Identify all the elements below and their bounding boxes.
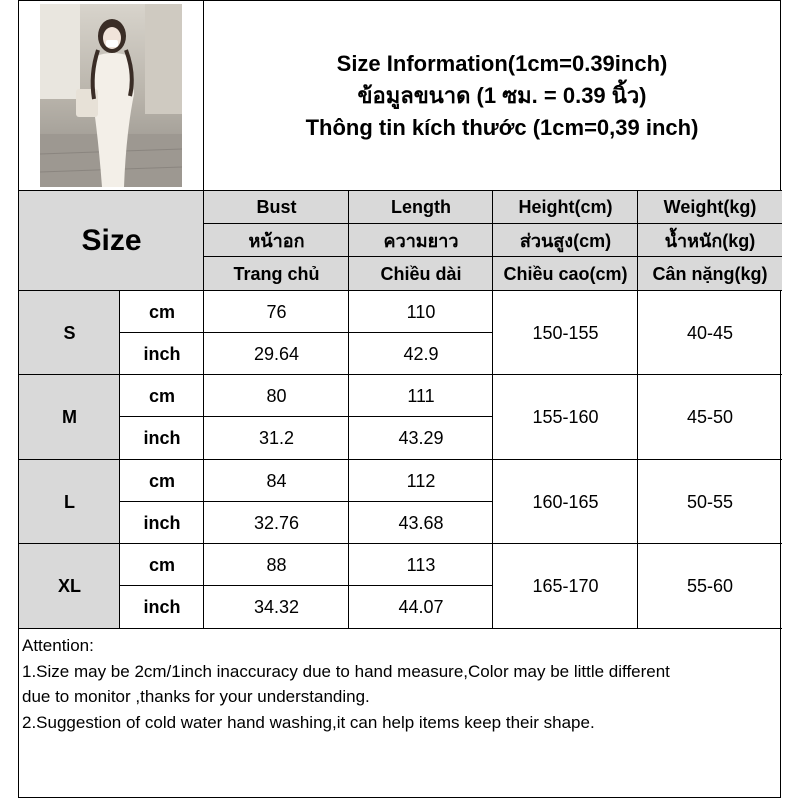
bust-header-vi: Trang chủ bbox=[204, 257, 349, 291]
grid-line bbox=[19, 190, 782, 191]
unit-label-cm: cm bbox=[148, 301, 175, 322]
weight-range-m: 45-50 bbox=[686, 407, 734, 427]
length-inch-s: 42.9 bbox=[403, 343, 439, 364]
weight-header-vi: Cân nặng(kg) bbox=[638, 257, 782, 291]
unit-label-inch: inch bbox=[143, 428, 181, 448]
size-header: Size bbox=[19, 191, 204, 291]
length-inch-m: 43.29 bbox=[398, 428, 444, 448]
grid-line bbox=[19, 290, 782, 291]
grid-line bbox=[119, 291, 120, 629]
weight-header-th: น้ำหนัก(kg) bbox=[638, 224, 782, 257]
bust-cm-s: 76 bbox=[266, 301, 287, 322]
grid-line bbox=[204, 256, 782, 257]
title-thai: ข้อมูลขนาด (1 ซม. = 0.39 นิ้ว) bbox=[357, 83, 647, 108]
weight-range-s: 40-45 bbox=[686, 322, 734, 343]
length-inch-xl: 44.07 bbox=[398, 597, 444, 617]
height-header-vi: Chiều cao(cm) bbox=[493, 257, 638, 291]
weight-range-xl: 55-60 bbox=[686, 576, 734, 596]
size-information-title bbox=[222, 1, 782, 191]
grid-line bbox=[19, 628, 782, 629]
title-vietnamese: Thông tin kích thước (1cm=0,39 inch) bbox=[305, 115, 699, 140]
attention-heading: Attention: bbox=[22, 636, 94, 655]
grid-line bbox=[19, 459, 782, 460]
height-range-l: 160-165 bbox=[532, 491, 599, 512]
grid-line bbox=[348, 191, 349, 629]
size-label-l: L bbox=[19, 460, 120, 544]
weight-header-en: Weight(kg) bbox=[638, 191, 782, 224]
unit-label-cm: cm bbox=[148, 385, 175, 406]
length-inch-l: 43.68 bbox=[398, 512, 444, 533]
grid-line bbox=[120, 585, 493, 586]
grid-line bbox=[637, 191, 638, 629]
unit-label-inch: inch bbox=[143, 343, 181, 364]
bust-inch-s: 29.64 bbox=[253, 343, 300, 364]
length-cm-xl: 113 bbox=[406, 554, 436, 575]
bust-inch-m: 31.2 bbox=[258, 428, 295, 448]
grid-line bbox=[19, 543, 782, 544]
bust-cm-l: 84 bbox=[266, 470, 287, 491]
height-header-th: ส่วนสูง(cm) bbox=[493, 224, 638, 257]
height-range-s: 150-155 bbox=[532, 322, 599, 343]
attention-notes bbox=[22, 633, 780, 735]
length-cm-s: 110 bbox=[406, 301, 436, 322]
unit-label-inch: inch bbox=[143, 597, 181, 617]
grid-line bbox=[492, 191, 493, 629]
bust-header-th: หน้าอก bbox=[204, 224, 349, 257]
bust-inch-l: 32.76 bbox=[253, 512, 300, 533]
grid-line bbox=[120, 332, 493, 333]
size-label-s: S bbox=[19, 291, 120, 375]
title-english: Size Information(1cm=0.39inch) bbox=[336, 51, 668, 76]
grid-line bbox=[120, 416, 493, 417]
grid-line bbox=[204, 223, 782, 224]
length-cm-m: 111 bbox=[407, 385, 435, 406]
attention-note-1: 1.Size may be 2cm/1inch inaccuracy due to hand measure,Color may be little different bbox=[22, 661, 670, 681]
height-header-en: Height(cm) bbox=[493, 191, 638, 224]
bust-header-en: Bust bbox=[204, 191, 349, 224]
unit-label-cm: cm bbox=[148, 554, 175, 575]
size-chart-sheet bbox=[18, 0, 781, 798]
bust-inch-xl: 34.32 bbox=[253, 597, 300, 617]
grid-line bbox=[19, 374, 782, 375]
size-label-xl: XL bbox=[19, 544, 120, 629]
length-cm-l: 112 bbox=[406, 470, 436, 491]
bust-cm-m: 80 bbox=[266, 385, 287, 406]
size-label-m: M bbox=[19, 375, 120, 460]
attention-note-2: 2.Suggestion of cold water hand washing,it can help items keep their shape. bbox=[22, 712, 595, 732]
length-header-vi: Chiều dài bbox=[349, 257, 493, 291]
height-range-xl: 165-170 bbox=[532, 576, 599, 596]
unit-label-inch: inch bbox=[143, 512, 181, 533]
bust-cm-xl: 88 bbox=[266, 554, 287, 575]
grid-line bbox=[203, 1, 204, 629]
length-header-en: Length bbox=[349, 191, 493, 224]
weight-range-l: 50-55 bbox=[686, 491, 734, 512]
length-header-th: ความยาว bbox=[349, 224, 493, 257]
unit-label-cm: cm bbox=[148, 470, 175, 491]
height-range-m: 155-160 bbox=[532, 407, 599, 427]
attention-note-1-cont: due to monitor ,thanks for your understanding. bbox=[22, 687, 370, 706]
grid-line bbox=[120, 501, 493, 502]
product-photo bbox=[40, 4, 182, 187]
